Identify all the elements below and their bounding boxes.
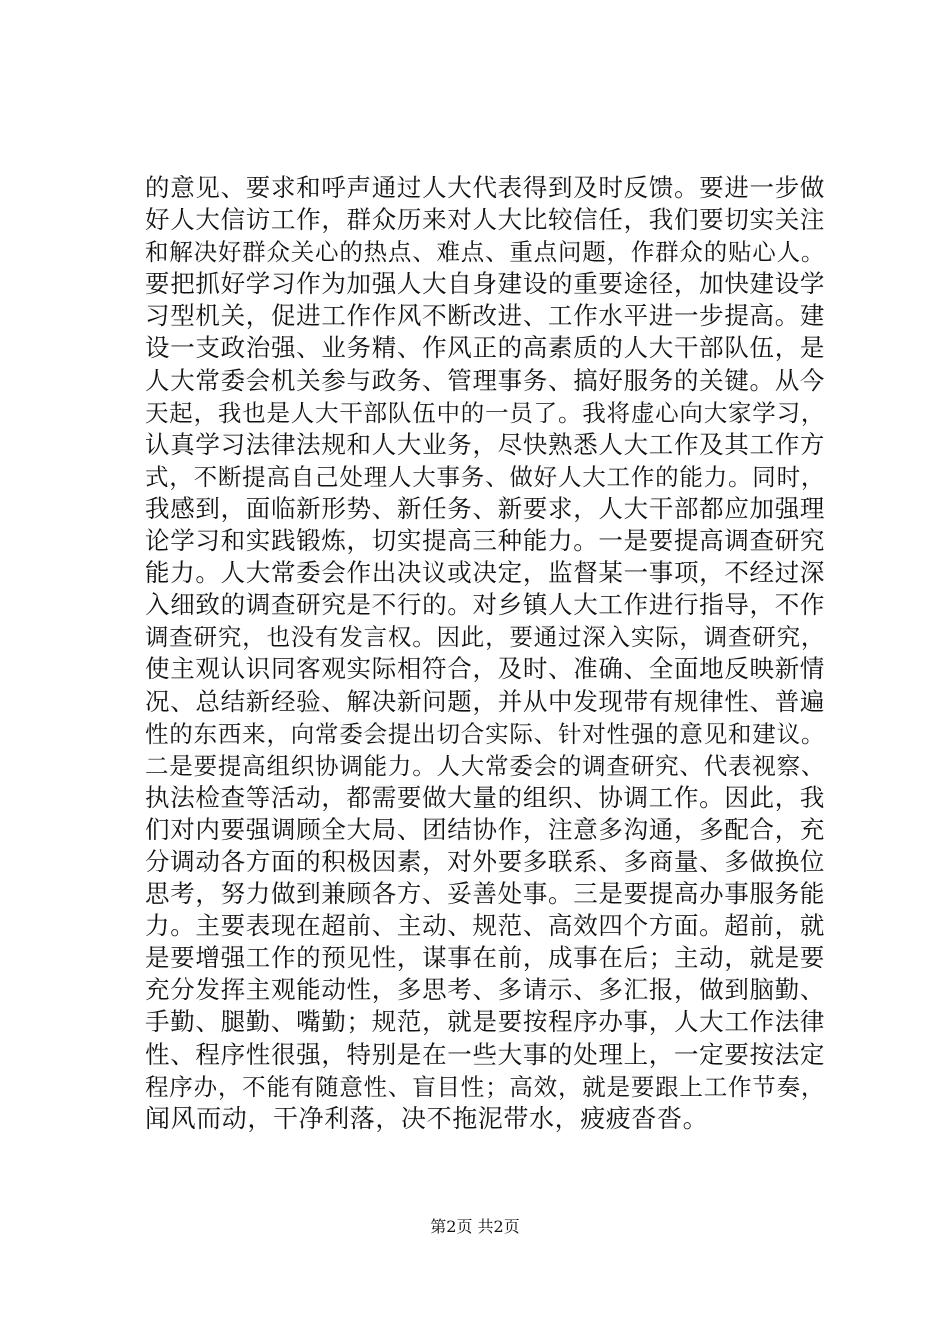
text-line: 论学习和实践锻炼，切实提高三种能力。一是要提高调查研究 bbox=[145, 526, 825, 556]
text-line: 二是要提高组织协调能力。人大常委会的调查研究、代表视察、 bbox=[145, 751, 825, 780]
text-line: 要把抓好学习作为加强人大自身建设的重要途径，加快建设学 bbox=[145, 269, 825, 299]
page-footer: 第2页 共2页 bbox=[430, 1217, 520, 1236]
text-line: 入细致的调查研究是不行的。对乡镇人大工作进行指导，不作 bbox=[145, 590, 825, 620]
text-line: 调查研究，也没有发言权。因此，要通过深入实际，调查研究， bbox=[145, 623, 825, 652]
text-line: 人大常委会机关参与政务、管理事务、搞好服务的关键。从今 bbox=[145, 365, 825, 395]
text-line: 认真学习法律法规和人大业务，尽快熟悉人大工作及其工作方 bbox=[145, 429, 825, 459]
text-line: 思考，努力做到兼顾各方、妥善处事。三是要提高办事服务能 bbox=[145, 879, 825, 909]
text-line: 的意见、要求和呼声通过人大代表得到及时反馈。要进一步做 bbox=[145, 173, 825, 202]
text-line: 使主观认识同客观实际相符合，及时、准确、全面地反映新情 bbox=[145, 654, 825, 684]
text-line: 性的东西来，向常委会提出切合实际、针对性强的意见和建议。 bbox=[145, 719, 825, 748]
text-line: 执法检查等活动，都需要做大量的组织、协调工作。因此，我 bbox=[145, 782, 825, 812]
text-line: 手勤、腿勤、嘴勤；规范，就是要按程序办事，人大工作法律 bbox=[145, 1007, 825, 1037]
body-paragraph bbox=[145, 172, 825, 1135]
text-line: 充分发挥主观能动性，多思考、多请示、多汇报，做到脑勤、 bbox=[145, 975, 825, 1005]
text-line: 设一支政治强、业务精、作风正的高素质的人大干部队伍，是 bbox=[145, 333, 825, 363]
text-line: 闻风而动，干净利落，决不拖泥带水，疲疲沓沓。 bbox=[145, 1103, 709, 1133]
text-line: 是要增强工作的预见性，谋事在前，成事在后；主动，就是要 bbox=[145, 943, 825, 973]
text-line: 力。主要表现在超前、主动、规范、高效四个方面。超前，就 bbox=[145, 911, 825, 941]
text-line: 和解决好群众关心的热点、难点、重点问题，作群众的贴心人。 bbox=[145, 238, 825, 267]
text-line: 们对内要强调顾全大局、团结协作，注意多沟通，多配合，充 bbox=[145, 814, 825, 844]
text-line: 分调动各方面的积极因素，对外要多联系、多商量、多做换位 bbox=[145, 846, 825, 876]
text-line: 我感到，面临新形势、新任务、新要求，人大干部都应加强理 bbox=[145, 493, 825, 523]
text-line: 能力。人大常委会作出决议或决定，监督某一事项，不经过深 bbox=[145, 558, 825, 588]
text-line: 性、程序性很强，特别是在一些大事的处理上，一定要按法定 bbox=[145, 1039, 825, 1069]
text-line: 式，不断提高自己处理人大事务、做好人大工作的能力。同时， bbox=[145, 462, 825, 491]
text-line: 程序办，不能有随意性、盲目性；高效，就是要跟上工作节奏， bbox=[145, 1072, 825, 1101]
text-line: 况、总结新经验、解决新问题，并从中发现带有规律性、普遍 bbox=[145, 686, 825, 716]
text-line: 天起，我也是人大干部队伍中的一员了。我将虚心向大家学习， bbox=[145, 398, 825, 427]
text-line: 习型机关，促进工作作风不断改进、工作水平进一步提高。建 bbox=[145, 301, 825, 331]
text-line: 好人大信访工作，群众历来对人大比较信任，我们要切实关注 bbox=[145, 205, 825, 235]
